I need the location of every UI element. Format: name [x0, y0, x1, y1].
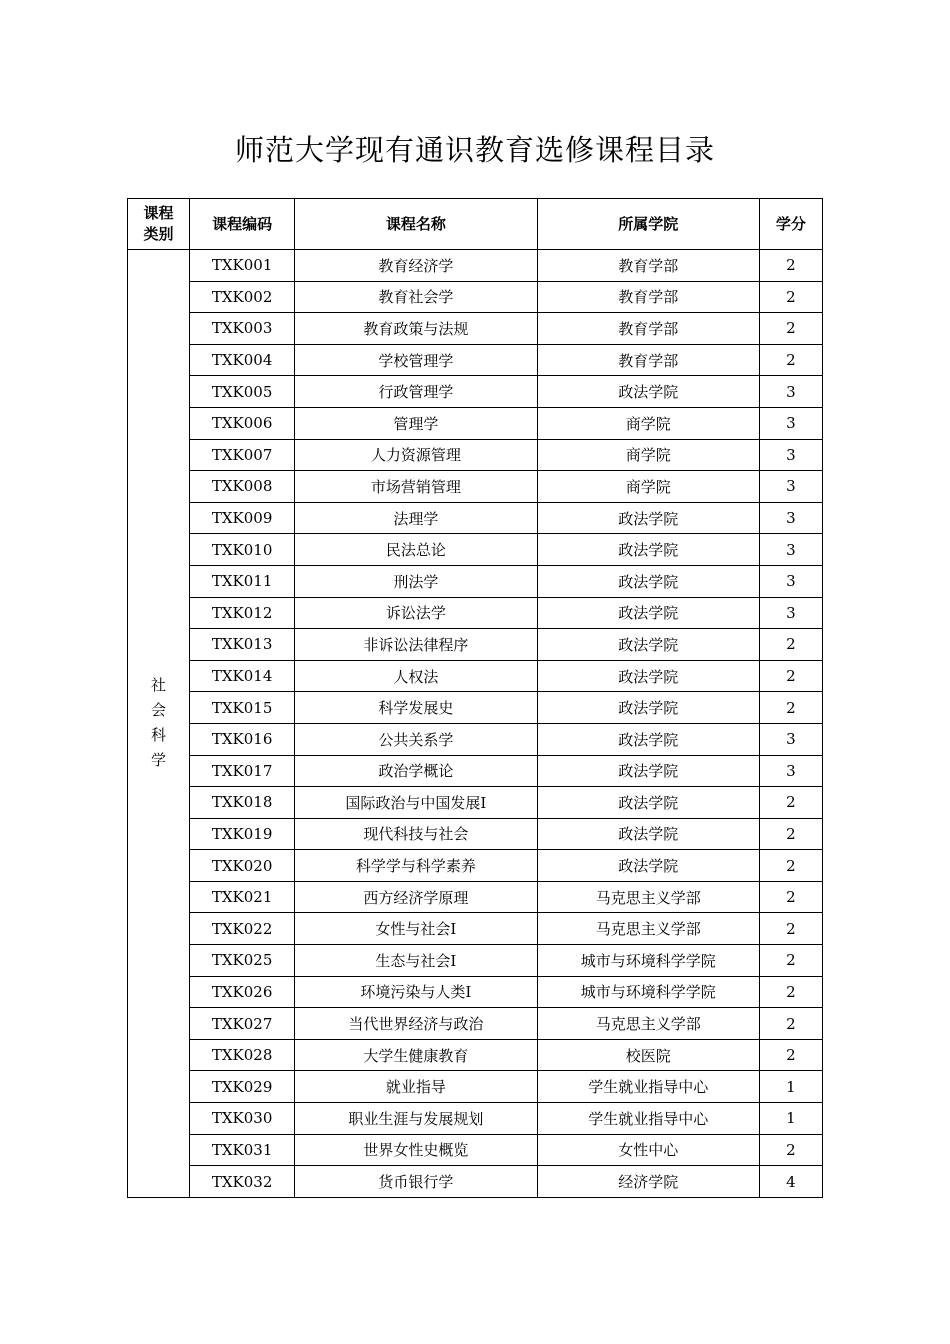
- category-char: 会: [151, 701, 167, 720]
- table-row: [128, 913, 823, 945]
- course-credit-cell: 2: [759, 250, 822, 282]
- course-name-cell: 世界女性史概览: [295, 1134, 537, 1166]
- table-row: [128, 313, 823, 345]
- course-name-cell: 政治学概论: [295, 755, 537, 787]
- table-row: [128, 376, 823, 408]
- table-row: [128, 755, 823, 787]
- header-code: 课程编码: [190, 199, 295, 250]
- course-name-cell: 公共关系学: [295, 723, 537, 755]
- course-code-cell: TXK002: [190, 281, 295, 313]
- table-row: [128, 1166, 823, 1198]
- course-credit-cell: 2: [759, 976, 822, 1008]
- course-name-cell: 女性与社会Ⅰ: [295, 913, 537, 945]
- course-name-cell: 货币银行学: [295, 1166, 537, 1198]
- course-credit-cell: 3: [759, 565, 822, 597]
- course-name-cell: 刑法学: [295, 565, 537, 597]
- course-code-cell: TXK021: [190, 881, 295, 913]
- table-row: [128, 1134, 823, 1166]
- course-credit-cell: 2: [759, 913, 822, 945]
- course-credit-cell: 3: [759, 502, 822, 534]
- course-credit-cell: 2: [759, 1134, 822, 1166]
- course-code-cell: TXK018: [190, 787, 295, 819]
- course-name-cell: 行政管理学: [295, 376, 537, 408]
- course-department-cell: 政法学院: [537, 818, 759, 850]
- course-credit-cell: 3: [759, 723, 822, 755]
- table-row: [128, 407, 823, 439]
- course-name-cell: 就业指导: [295, 1071, 537, 1103]
- course-credit-cell: 3: [759, 597, 822, 629]
- table-row: [128, 597, 823, 629]
- course-code-cell: TXK014: [190, 660, 295, 692]
- table-row: [128, 723, 823, 755]
- course-name-cell: 国际政治与中国发展Ⅰ: [295, 787, 537, 819]
- course-department-cell: 政法学院: [537, 629, 759, 661]
- course-name-cell: 非诉讼法律程序: [295, 629, 537, 661]
- category-char: 科: [151, 726, 167, 745]
- course-department-cell: 商学院: [537, 471, 759, 503]
- course-code-cell: TXK020: [190, 850, 295, 882]
- course-code-cell: TXK007: [190, 439, 295, 471]
- course-credit-cell: 2: [759, 629, 822, 661]
- course-code-cell: TXK001: [190, 250, 295, 282]
- course-credit-cell: 2: [759, 787, 822, 819]
- table-row: [128, 534, 823, 566]
- course-credit-cell: 3: [759, 376, 822, 408]
- table-row: [128, 344, 823, 376]
- header-category-line2: 类别: [143, 225, 174, 243]
- course-name-cell: 管理学: [295, 407, 537, 439]
- course-credit-cell: 2: [759, 1039, 822, 1071]
- course-name-cell: 当代世界经济与政治: [295, 1008, 537, 1040]
- course-credit-cell: 2: [759, 945, 822, 977]
- category-char: 学: [151, 751, 167, 770]
- course-department-cell: 女性中心: [537, 1134, 759, 1166]
- course-department-cell: 校医院: [537, 1039, 759, 1071]
- course-code-cell: TXK013: [190, 629, 295, 661]
- course-code-cell: TXK016: [190, 723, 295, 755]
- course-credit-cell: 2: [759, 313, 822, 345]
- course-code-cell: TXK015: [190, 692, 295, 724]
- table-row: [128, 692, 823, 724]
- table-row: [128, 502, 823, 534]
- table-row: [128, 471, 823, 503]
- course-credit-cell: 2: [759, 881, 822, 913]
- course-name-cell: 市场营销管理: [295, 471, 537, 503]
- course-department-cell: 教育学部: [537, 344, 759, 376]
- course-credit-cell: 2: [759, 1008, 822, 1040]
- course-department-cell: 教育学部: [537, 313, 759, 345]
- course-credit-cell: 1: [759, 1103, 822, 1135]
- header-category-line1: 课程: [143, 204, 174, 222]
- course-code-cell: TXK010: [190, 534, 295, 566]
- table-row: [128, 976, 823, 1008]
- course-department-cell: 政法学院: [537, 755, 759, 787]
- table-row: [128, 945, 823, 977]
- course-code-cell: TXK012: [190, 597, 295, 629]
- course-name-cell: 学校管理学: [295, 344, 537, 376]
- course-code-cell: TXK030: [190, 1103, 295, 1135]
- course-name-cell: 教育经济学: [295, 250, 537, 282]
- course-credit-cell: 3: [759, 439, 822, 471]
- course-department-cell: 学生就业指导中心: [537, 1071, 759, 1103]
- table-row: [128, 850, 823, 882]
- table-row: [128, 787, 823, 819]
- table-body: [128, 250, 823, 1198]
- course-credit-cell: 2: [759, 344, 822, 376]
- category-cell: [128, 250, 190, 1198]
- course-department-cell: 城市与环境科学学院: [537, 945, 759, 977]
- course-name-cell: 环境污染与人类Ⅰ: [295, 976, 537, 1008]
- course-department-cell: 政法学院: [537, 692, 759, 724]
- course-department-cell: 政法学院: [537, 660, 759, 692]
- course-department-cell: 政法学院: [537, 534, 759, 566]
- course-department-cell: 政法学院: [537, 565, 759, 597]
- course-department-cell: 城市与环境科学学院: [537, 976, 759, 1008]
- table-row: [128, 1008, 823, 1040]
- course-code-cell: TXK009: [190, 502, 295, 534]
- course-department-cell: 政法学院: [537, 850, 759, 882]
- course-code-cell: TXK026: [190, 976, 295, 1008]
- category-char: 社: [151, 676, 167, 695]
- course-department-cell: 商学院: [537, 439, 759, 471]
- course-code-cell: TXK006: [190, 407, 295, 439]
- course-name-cell: 科学学与科学素养: [295, 850, 537, 882]
- course-credit-cell: 2: [759, 692, 822, 724]
- course-name-cell: 教育社会学: [295, 281, 537, 313]
- course-department-cell: 马克思主义学部: [537, 881, 759, 913]
- course-department-cell: 政法学院: [537, 376, 759, 408]
- course-name-cell: 生态与社会Ⅰ: [295, 945, 537, 977]
- course-credit-cell: 2: [759, 850, 822, 882]
- course-name-cell: 人权法: [295, 660, 537, 692]
- course-department-cell: 政法学院: [537, 502, 759, 534]
- course-department-cell: 经济学院: [537, 1166, 759, 1198]
- course-code-cell: TXK027: [190, 1008, 295, 1040]
- course-code-cell: TXK028: [190, 1039, 295, 1071]
- table-row: [128, 565, 823, 597]
- course-credit-cell: 2: [759, 281, 822, 313]
- course-code-cell: TXK025: [190, 945, 295, 977]
- course-catalog-table: [127, 198, 823, 1198]
- page-title: 师范大学现有通识教育选修课程目录: [234, 133, 715, 167]
- header-credit: 学分: [759, 199, 822, 250]
- course-credit-cell: 2: [759, 818, 822, 850]
- table-row: [128, 660, 823, 692]
- table-row: [128, 250, 823, 282]
- course-code-cell: TXK011: [190, 565, 295, 597]
- table-row: [128, 881, 823, 913]
- course-name-cell: 人力资源管理: [295, 439, 537, 471]
- course-code-cell: TXK003: [190, 313, 295, 345]
- header-category: [128, 199, 190, 250]
- course-name-cell: 现代科技与社会: [295, 818, 537, 850]
- course-code-cell: TXK031: [190, 1134, 295, 1166]
- course-name-cell: 诉讼法学: [295, 597, 537, 629]
- table-row: [128, 818, 823, 850]
- course-credit-cell: 3: [759, 407, 822, 439]
- table-row: [128, 281, 823, 313]
- course-credit-cell: 2: [759, 660, 822, 692]
- course-credit-cell: 1: [759, 1071, 822, 1103]
- course-code-cell: TXK004: [190, 344, 295, 376]
- course-department-cell: 商学院: [537, 407, 759, 439]
- header-name: 课程名称: [295, 199, 537, 250]
- course-name-cell: 科学发展史: [295, 692, 537, 724]
- course-department-cell: 学生就业指导中心: [537, 1103, 759, 1135]
- course-credit-cell: 3: [759, 471, 822, 503]
- course-department-cell: 政法学院: [537, 787, 759, 819]
- header-department: 所属学院: [537, 199, 759, 250]
- course-name-cell: 大学生健康教育: [295, 1039, 537, 1071]
- course-code-cell: TXK017: [190, 755, 295, 787]
- course-credit-cell: 4: [759, 1166, 822, 1198]
- table-row: [128, 1039, 823, 1071]
- course-code-cell: TXK029: [190, 1071, 295, 1103]
- course-code-cell: TXK005: [190, 376, 295, 408]
- course-code-cell: TXK032: [190, 1166, 295, 1198]
- table-row: [128, 1103, 823, 1135]
- course-department-cell: 马克思主义学部: [537, 1008, 759, 1040]
- table-row: [128, 1071, 823, 1103]
- table-row: [128, 439, 823, 471]
- course-name-cell: 教育政策与法规: [295, 313, 537, 345]
- course-code-cell: TXK008: [190, 471, 295, 503]
- course-department-cell: 教育学部: [537, 250, 759, 282]
- course-code-cell: TXK022: [190, 913, 295, 945]
- course-name-cell: 法理学: [295, 502, 537, 534]
- course-name-cell: 民法总论: [295, 534, 537, 566]
- table-row: [128, 629, 823, 661]
- course-credit-cell: 3: [759, 755, 822, 787]
- course-name-cell: 职业生涯与发展规划: [295, 1103, 537, 1135]
- course-code-cell: TXK019: [190, 818, 295, 850]
- course-department-cell: 政法学院: [537, 597, 759, 629]
- course-department-cell: 政法学院: [537, 723, 759, 755]
- table-header-row: [128, 199, 823, 250]
- course-department-cell: 教育学部: [537, 281, 759, 313]
- course-credit-cell: 3: [759, 534, 822, 566]
- course-name-cell: 西方经济学原理: [295, 881, 537, 913]
- course-department-cell: 马克思主义学部: [537, 913, 759, 945]
